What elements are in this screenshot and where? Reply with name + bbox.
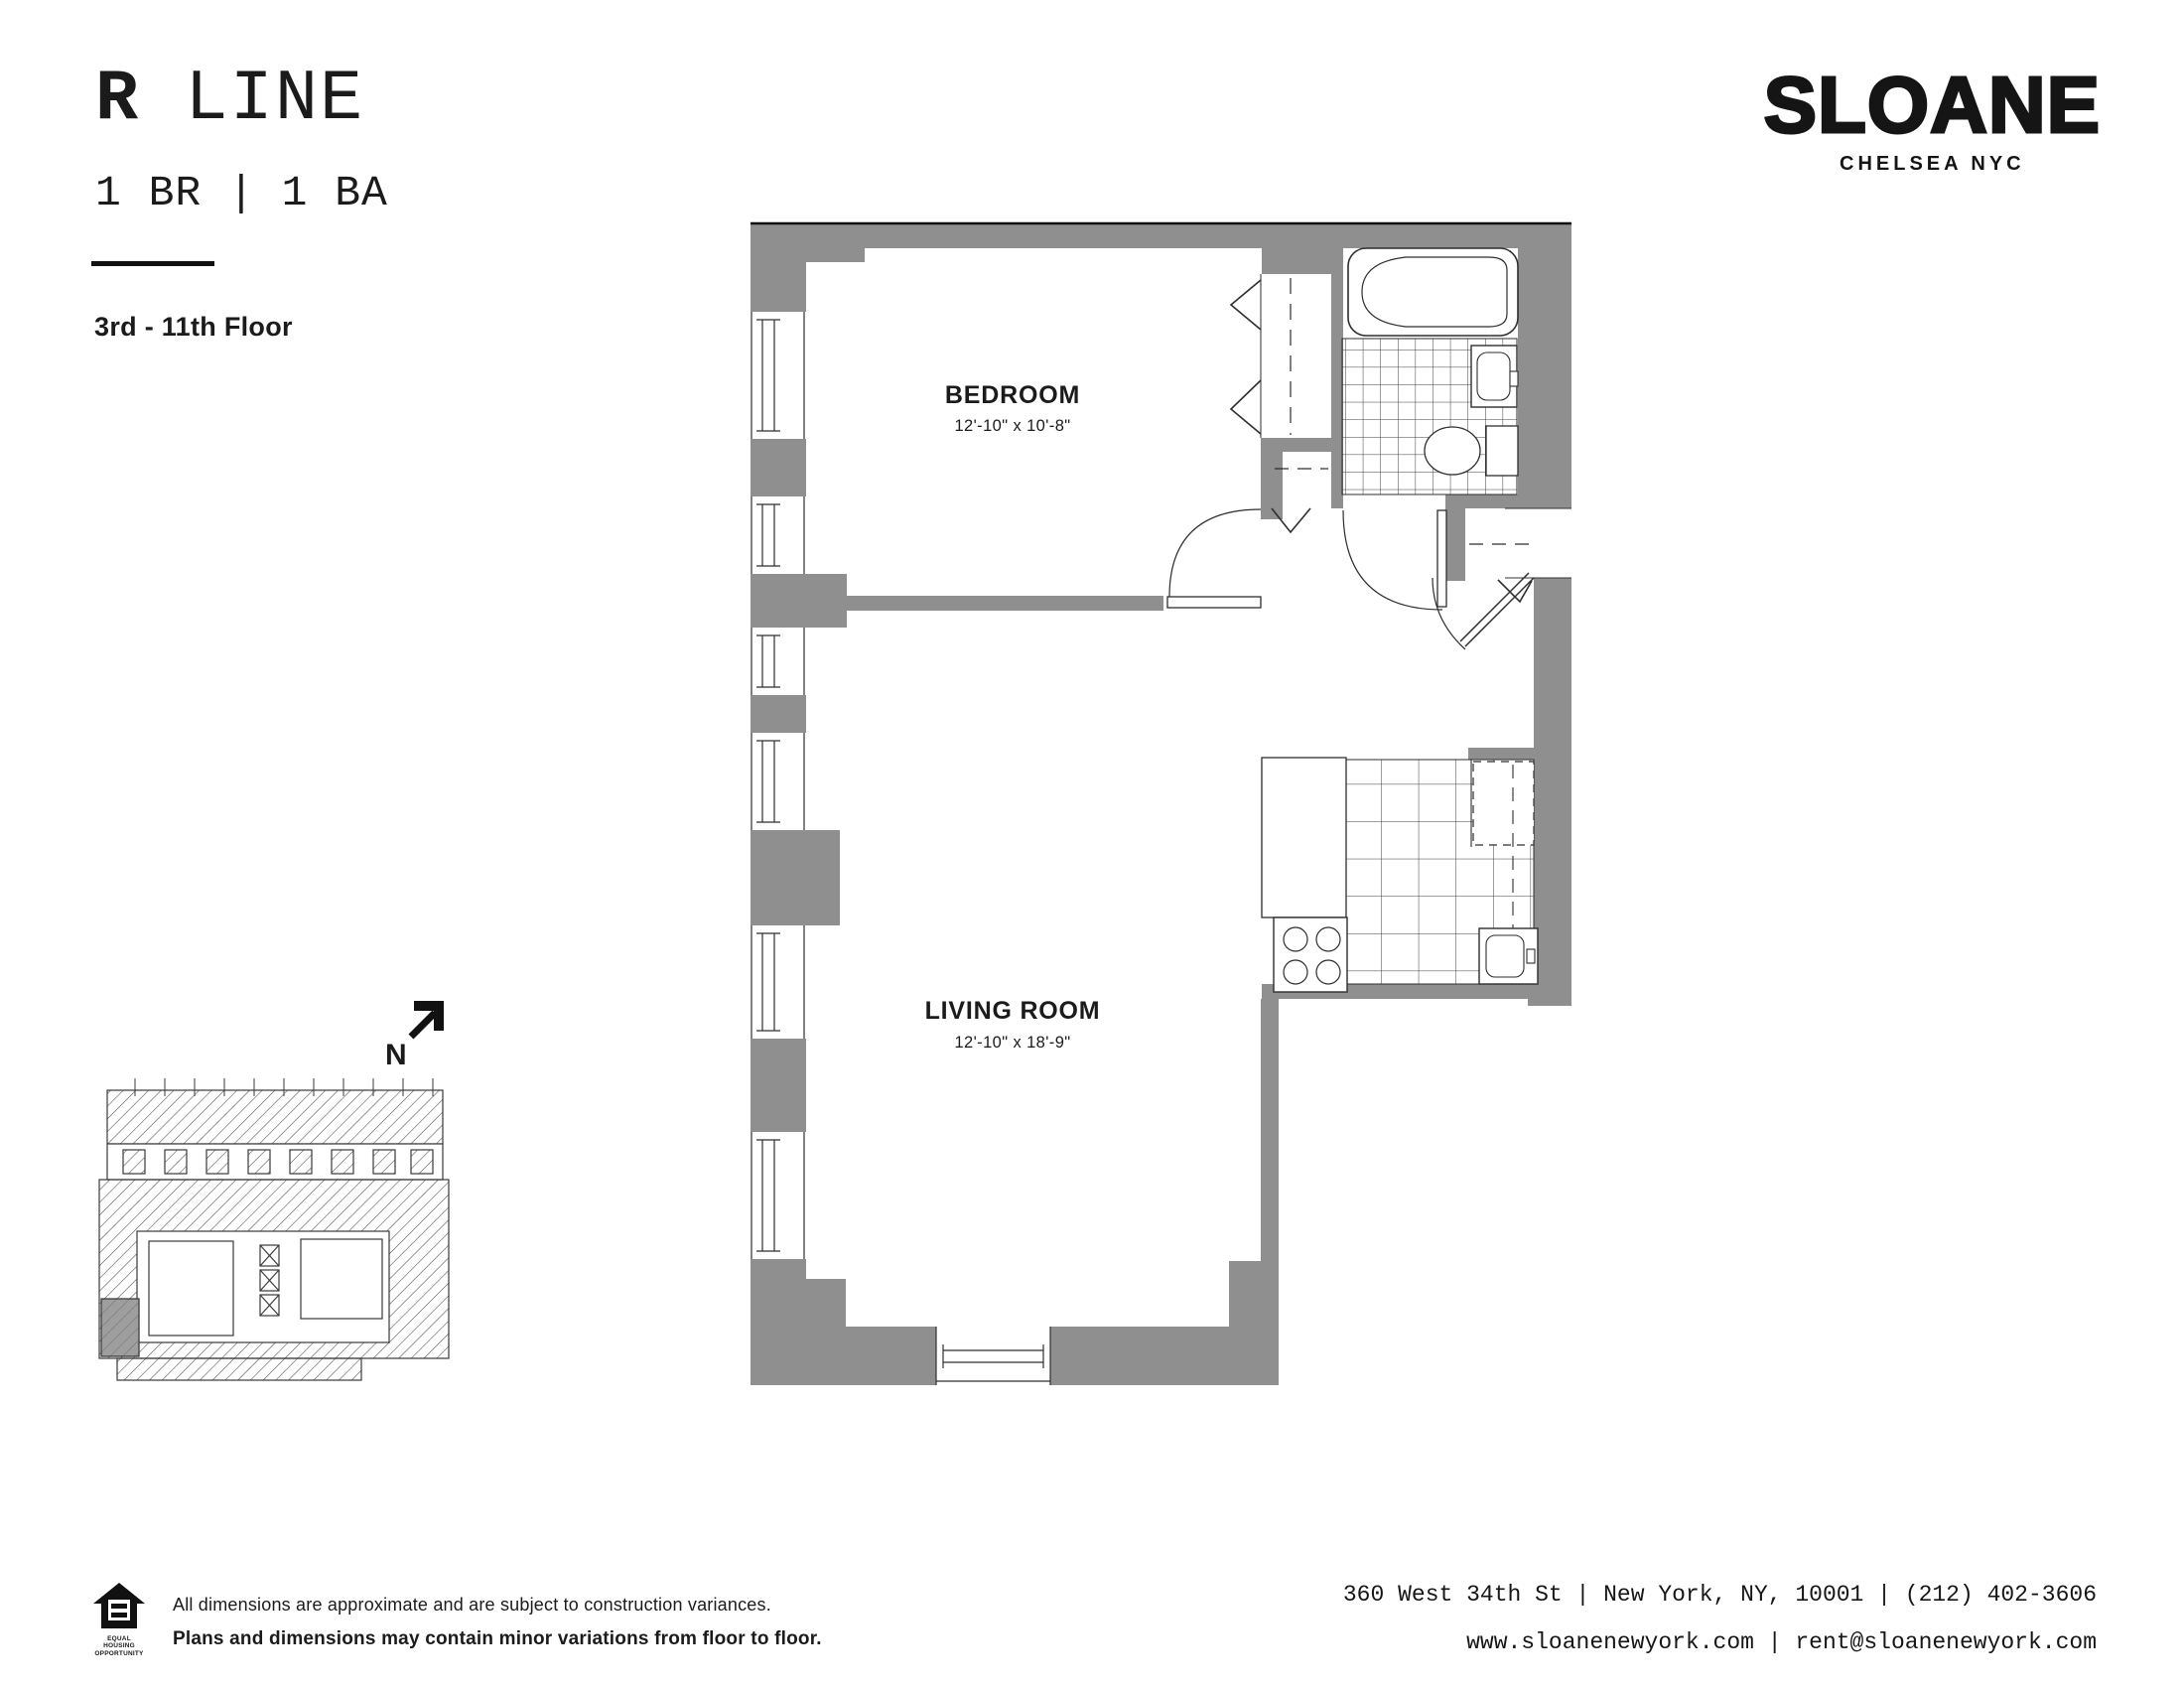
living-room-dimensions: 12'-10" x 18'-9" — [954, 1034, 1071, 1052]
contact-block — [1343, 1571, 2097, 1667]
bathroom-door — [1343, 510, 1446, 610]
page-title — [95, 59, 365, 140]
bedroom-dimensions: 12'-10" x 10'-8" — [954, 417, 1071, 435]
stove-icon — [1274, 917, 1347, 992]
eho-text-line1: EQUAL HOUSING — [103, 1635, 135, 1650]
brand-logo: SLOANE — [1763, 61, 2101, 149]
elevator-icons — [260, 1245, 279, 1316]
unit-config: 1 BR | 1 BA — [95, 169, 388, 217]
bathroom-sink-icon — [1471, 346, 1518, 407]
toilet-icon — [1425, 426, 1518, 476]
equal-housing-house-icon — [93, 1581, 145, 1630]
address-line: 360 West 34th St | New York, NY, 10001 | (212) 402-3606 — [1342, 1582, 2097, 1608]
floor-range: 3rd - 11th Floor — [94, 312, 293, 342]
disclaimer-block — [91, 1581, 822, 1657]
window — [751, 628, 804, 695]
eho-text-line2: OPPORTUNITY — [94, 1649, 144, 1657]
kitchen-sink-icon — [1479, 928, 1538, 984]
window — [751, 312, 804, 439]
living-room-label: LIVING ROOM — [924, 997, 1101, 1025]
line-letter: R — [95, 59, 141, 140]
bathtub-icon — [1348, 248, 1518, 336]
window — [751, 925, 804, 1039]
unit-location-highlight — [101, 1299, 139, 1356]
bedroom-label: BEDROOM — [944, 381, 1081, 409]
brand-tagline: CHELSEA NYC — [1840, 153, 2025, 175]
north-label: N — [385, 1039, 407, 1071]
kitchen — [1262, 758, 1538, 992]
kitchen-counter — [1262, 758, 1346, 917]
north-arrow — [385, 1001, 444, 1071]
room-labels — [925, 381, 1101, 1052]
window — [751, 1132, 804, 1259]
brand-block — [1763, 61, 2101, 176]
entry-recess — [1505, 508, 1571, 578]
equal-housing-logo — [91, 1581, 147, 1657]
disclaimer-line2: Plans and dimensions may contain minor variations from floor to floor. — [173, 1628, 822, 1649]
bedroom-closet-bifold — [1231, 274, 1291, 438]
bedroom-door — [1167, 509, 1261, 608]
bathroom — [1342, 248, 1518, 610]
window-bottom — [936, 1327, 1050, 1385]
header-divider — [91, 261, 214, 266]
web-contact-line: www.sloanenewyork.com | rent@sloanenewyork.com — [1466, 1629, 2097, 1656]
disclaimer-line1: All dimensions are approximate and are subject to construction variances. — [173, 1595, 771, 1615]
key-plan — [99, 1078, 449, 1380]
window — [751, 733, 804, 830]
line-word: LINE — [140, 59, 365, 140]
window — [751, 496, 804, 574]
